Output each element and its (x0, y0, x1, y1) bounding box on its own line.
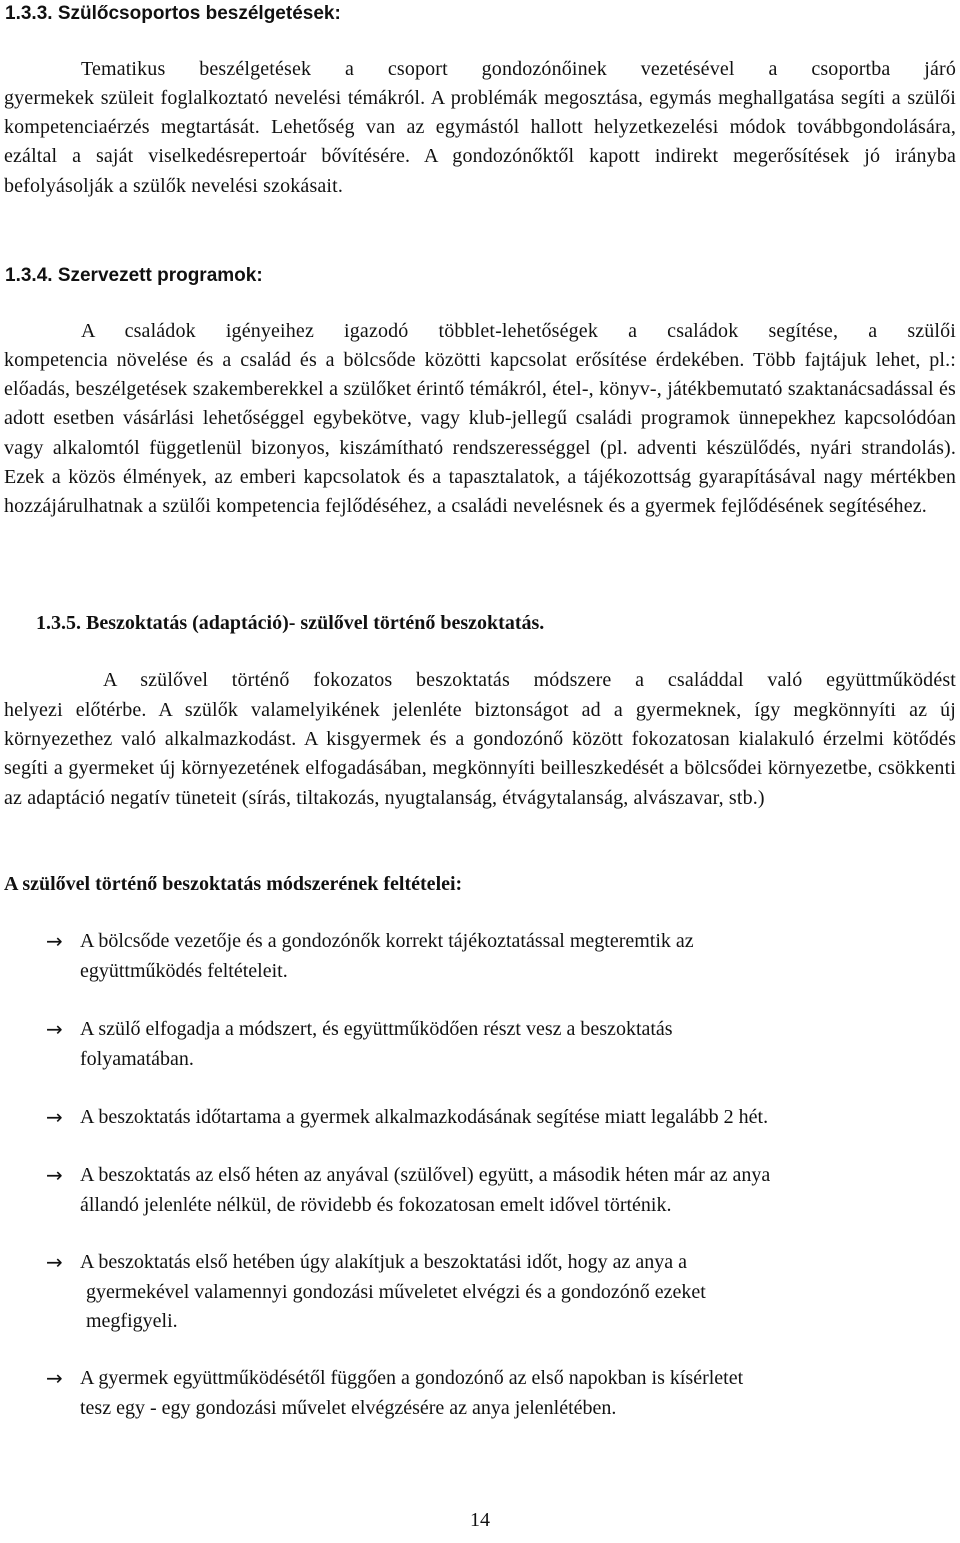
conditions-item-line: A bölcsőde vezetője és a gondozónők korrekt tájékoztatással megteremtik az (80, 930, 694, 952)
conditions-item-line: A gyermek együttműködésétől függően a gondozónő az első napokban is kísérletet (80, 1367, 744, 1389)
conditions-item-line: A beszoktatás az első héten az anyával (szülővel) együtt, a második héten már az anya (80, 1164, 771, 1186)
conditions-item-line: gyermekével valamennyi gondozási műveletet elvégzi és a gondozónő ezeket (86, 1280, 706, 1303)
section-heading-1-3-5 (36, 609, 544, 637)
arrow-right-icon: → (46, 1105, 63, 1129)
conditions-item (46, 927, 906, 986)
conditions-heading: A szülővel történő beszoktatás módszerének feltételei: (4, 873, 463, 895)
section-1-3-3-paragraph: gyermekek szüleit foglalkoztató nevelési témákról. A problémák megosztása, egymás meghallgatása segíti a szülői kompetenciaérzés megtartását. Lehetőség van az egymástól hallott helyzetkezelési módok továbbgondolására, ezáltal a saját viselkedésrepertoár bővítésére. A gondozónőktől kapott indirekt megerősítések jó irányba befolyásolják a szülők nevelési szokásait. (4, 87, 956, 197)
section-1-3-3-first-line: Tematikus beszélgetések a csoport gondozónőinek vezetésével a csoportba járó (81, 58, 956, 80)
conditions-item-line: megfigyeli. (86, 1310, 178, 1332)
conditions-item (46, 1364, 906, 1423)
arrow-right-icon: → (46, 1163, 63, 1187)
arrow-right-icon: → (46, 1250, 63, 1274)
section-1-3-5-number: 1.3.5. (36, 612, 81, 634)
conditions-item (46, 1015, 906, 1074)
section-heading-1-3-3: 1.3.3. Szülőcsoportos beszélgetések: (5, 3, 341, 24)
conditions-item-line: együttműködés feltételeit. (80, 959, 288, 982)
section-1-3-5-first-line: A szülővel történő fokozatos beszoktatás módszere a családdal való együttműködést (103, 669, 956, 691)
conditions-item-line: A szülő elfogadja a módszert, és együttműködően részt vesz a beszoktatás (80, 1018, 673, 1040)
conditions-item-line: állandó jelenléte nélkül, de rövidebb és fokozatosan emelt idővel történik. (80, 1193, 672, 1216)
section-heading-1-3-4: 1.3.4. Szervezett programok: (5, 265, 263, 286)
conditions-item (46, 1103, 906, 1133)
conditions-item (46, 1161, 906, 1220)
arrow-right-icon: → (46, 1366, 63, 1390)
arrow-right-icon: → (46, 929, 63, 953)
conditions-item-line: A beszoktatás időtartama a gyermek alkalmazkodásának segítése miatt legalább 2 hét. (80, 1106, 769, 1128)
section-1-3-5-title: Beszoktatás (adaptáció)- szülővel történő beszoktatás. (86, 612, 545, 634)
conditions-item-line: folyamatában. (80, 1047, 194, 1070)
conditions-item (46, 1248, 906, 1337)
section-1-3-4-first-line: A családok igényeihez igazodó többlet-lehetőségek a családok segítése, a szülői (81, 320, 956, 342)
page-number: 14 (470, 1509, 490, 1531)
conditions-item-line: A beszoktatás első hetében úgy alakítjuk a beszoktatási időt, hogy az anya a (80, 1251, 688, 1273)
section-1-3-5-paragraph: helyezi előtérbe. A szülők valamelyikének jelenléte biztonságot ad a gyermeknek, így megkönnyíti az új környezethez való alkalmazkodást. A kisgyermek és a gondozónő között fokozatosan kialakuló érzelmi kötődés segíti a gyermeket új környezetének elfogadásában, megkönnyíti beilleszkedését a bölcsődei környezetbe, csökkenti az adaptáció negatív tüneteit (sírás, tiltakozás, nyugtalanság, étvágytalanság, alvászavar, stb.) (4, 699, 956, 809)
section-1-3-4-paragraph: kompetencia növelése és a család és a bölcsőde közötti kapcsolat erősítése érdekében. Több fajtájuk lehet, pl.: előadás, beszélgetések szakemberekkel a szülőket érintő témákról, étel-, könyv-, játékbemutató szaktanácsadással és adott esetben vásárlási lehetőséggel egybekötve, vagy klub-jellegű családi programok ünnepekhez kapcsolódóan vagy alkalomtól függetlenül bizonyos, kiszámítható rendszerességgel (pl. adventi készülődés, nyári strandolás). Ezek a közös élmények, az emberi kapcsolatok és a tapasztalatok, a tájékozottság gyarapításával nagy mértékben hozzájárulhatnak a szülői kompetencia fejlődéséhez, a családi nevelésnek és a gyermek fejlődésének segítéséhez. (4, 349, 956, 518)
arrow-right-icon: → (46, 1017, 63, 1041)
conditions-item-line: tesz egy - egy gondozási művelet elvégzésére az anya jelenlétében. (80, 1396, 617, 1419)
